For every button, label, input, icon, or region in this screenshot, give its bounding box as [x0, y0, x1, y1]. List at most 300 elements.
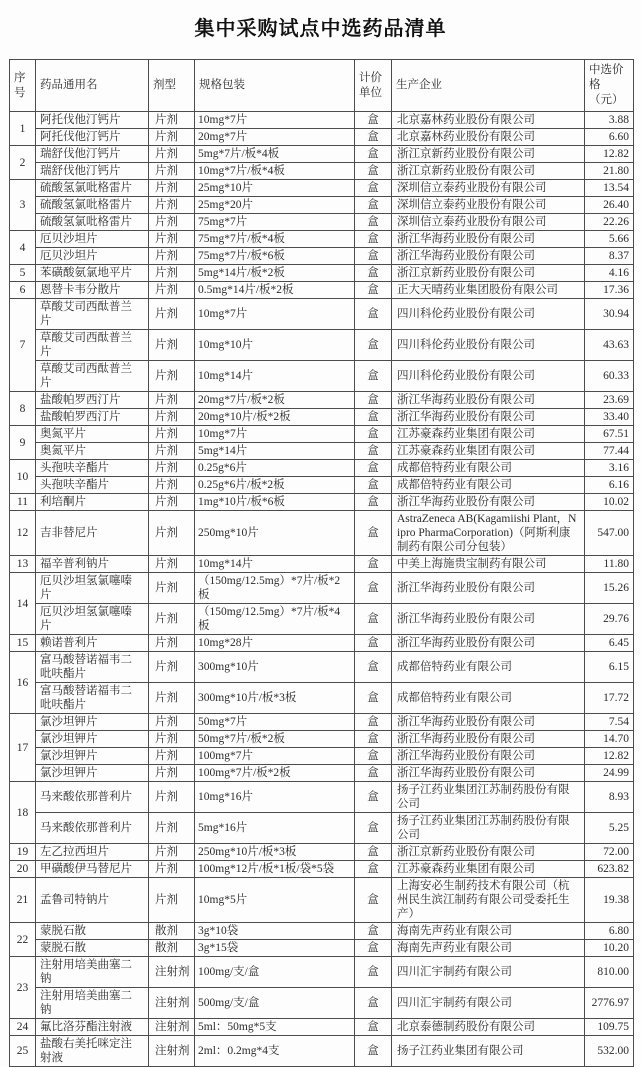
spec-cell: 5mg*14片: [195, 443, 355, 460]
price-cell: 19.38: [585, 878, 634, 923]
manufacturer-cell: 浙江京新药业股份有限公司: [392, 844, 585, 861]
dosage-form-cell: 片剂: [149, 460, 195, 477]
row-number-cell: 16: [10, 652, 36, 714]
price-cell: 10.02: [585, 494, 634, 511]
table-row: [10, 146, 634, 163]
unit-cell: 盒: [355, 635, 392, 652]
drug-name-cell: 头孢呋辛酯片: [36, 460, 149, 477]
unit-cell: 盒: [355, 878, 392, 923]
manufacturer-cell: 浙江华海药业股份有限公司: [392, 494, 585, 511]
price-cell: 15.26: [585, 573, 634, 604]
spec-cell: 5ml：50mg*5支: [195, 1019, 355, 1036]
manufacturer-cell: 北京泰德制药股份有限公司: [392, 1019, 585, 1036]
drug-name-cell: 左乙拉西坦片: [36, 844, 149, 861]
table-row: [10, 844, 634, 861]
table-row: [10, 556, 634, 573]
drug-list-table: [9, 59, 634, 1067]
row-number-cell: 19: [10, 844, 36, 861]
manufacturer-cell: 浙江华海药业股份有限公司: [392, 248, 585, 265]
unit-cell: 盒: [355, 782, 392, 813]
drug-name-cell: 盐酸帕罗西汀片: [36, 392, 149, 409]
dosage-form-cell: 片剂: [149, 163, 195, 180]
manufacturer-cell: 四川科伦药业股份有限公司: [392, 299, 585, 330]
price-cell: 623.82: [585, 861, 634, 878]
row-number-cell: 12: [10, 511, 36, 556]
table-row: [10, 163, 634, 180]
spec-cell: 0.5mg*14片/板*2板: [195, 282, 355, 299]
table-row: [10, 635, 634, 652]
unit-cell: 盒: [355, 146, 392, 163]
drug-name-cell: 吉非替尼片: [36, 511, 149, 556]
dosage-form-cell: 片剂: [149, 214, 195, 231]
spec-cell: 100mg/支/盒: [195, 957, 355, 988]
row-number-cell: 8: [10, 392, 36, 426]
drug-name-cell: 注射用培美曲塞二钠: [36, 988, 149, 1019]
drug-name-cell: 厄贝沙坦氢氯噻嗪片: [36, 604, 149, 635]
unit-cell: 盒: [355, 813, 392, 844]
col-header-name: 药品通用名: [36, 60, 149, 112]
table-row: [10, 112, 634, 129]
dosage-form-cell: 片剂: [149, 146, 195, 163]
price-cell: 14.70: [585, 731, 634, 748]
price-cell: 5.25: [585, 813, 634, 844]
table-row: [10, 782, 634, 813]
manufacturer-cell: 浙江华海药业股份有限公司: [392, 765, 585, 782]
manufacturer-cell: 浙江华海药业股份有限公司: [392, 573, 585, 604]
spec-cell: 50mg*7片/板*2板: [195, 731, 355, 748]
manufacturer-cell: 成都倍特药业有限公司: [392, 683, 585, 714]
manufacturer-cell: 海南先声药业有限公司: [392, 923, 585, 940]
manufacturer-cell: 四川科伦药业股份有限公司: [392, 361, 585, 392]
drug-name-cell: 阿托伐他汀钙片: [36, 112, 149, 129]
manufacturer-cell: 四川汇宇制药有限公司: [392, 988, 585, 1019]
dosage-form-cell: 注射剂: [149, 1036, 195, 1067]
table-row: [10, 248, 634, 265]
manufacturer-cell: 深圳信立泰药业股份有限公司: [392, 214, 585, 231]
manufacturer-cell: 浙江京新药业股份有限公司: [392, 163, 585, 180]
manufacturer-cell: 北京嘉林药业股份有限公司: [392, 129, 585, 146]
manufacturer-cell: 江苏豪森药业集团有限公司: [392, 861, 585, 878]
unit-cell: 盒: [355, 940, 392, 957]
unit-cell: 盒: [355, 556, 392, 573]
price-cell: 8.93: [585, 782, 634, 813]
unit-cell: 盒: [355, 460, 392, 477]
price-cell: 22.26: [585, 214, 634, 231]
price-cell: 24.99: [585, 765, 634, 782]
spec-cell: 10mg*7片: [195, 426, 355, 443]
table-row: [10, 652, 634, 683]
drug-name-cell: 阿托伐他汀钙片: [36, 129, 149, 146]
spec-cell: 5mg*14片/板*2板: [195, 265, 355, 282]
manufacturer-cell: 北京嘉林药业股份有限公司: [392, 112, 585, 129]
row-number-cell: 15: [10, 635, 36, 652]
drug-name-cell: 注射用培美曲塞二钠: [36, 957, 149, 988]
unit-cell: 盒: [355, 231, 392, 248]
manufacturer-cell: 海南先声药业有限公司: [392, 940, 585, 957]
table-row: [10, 361, 634, 392]
dosage-form-cell: 片剂: [149, 765, 195, 782]
dosage-form-cell: 片剂: [149, 635, 195, 652]
drug-name-cell: 马来酸依那普利片: [36, 813, 149, 844]
table-row: [10, 443, 634, 460]
unit-cell: 盒: [355, 765, 392, 782]
spec-cell: 75mg*7片/板*6板: [195, 248, 355, 265]
manufacturer-cell: 扬子江药业集团江苏制药股份有限公司: [392, 782, 585, 813]
spec-cell: 10mg*28片: [195, 635, 355, 652]
col-header-no: 序号: [10, 60, 36, 112]
manufacturer-cell: 四川汇宇制药有限公司: [392, 957, 585, 988]
drug-name-cell: 氯沙坦钾片: [36, 731, 149, 748]
drug-name-cell: 奥氮平片: [36, 443, 149, 460]
drug-name-cell: 头孢呋辛酯片: [36, 477, 149, 494]
table-row: [10, 1036, 634, 1067]
spec-cell: 10mg*5片: [195, 878, 355, 923]
header-row: [10, 60, 634, 112]
drug-name-cell: 厄贝沙坦氢氯噻嗪片: [36, 573, 149, 604]
spec-cell: 10mg*7片: [195, 299, 355, 330]
table-row: [10, 1019, 634, 1036]
spec-cell: 250mg*10片/板*3板: [195, 844, 355, 861]
drug-name-cell: 奥氮平片: [36, 426, 149, 443]
dosage-form-cell: 注射剂: [149, 988, 195, 1019]
table-row: [10, 988, 634, 1019]
unit-cell: 盒: [355, 361, 392, 392]
manufacturer-cell: 浙江华海药业股份有限公司: [392, 231, 585, 248]
unit-cell: 盒: [355, 443, 392, 460]
dosage-form-cell: 片剂: [149, 361, 195, 392]
spec-cell: 25mg*10片: [195, 180, 355, 197]
spec-cell: 1mg*10片/板*6板: [195, 494, 355, 511]
spec-cell: 500mg/支/盒: [195, 988, 355, 1019]
drug-name-cell: 氯沙坦钾片: [36, 765, 149, 782]
unit-cell: 盒: [355, 988, 392, 1019]
manufacturer-cell: 江苏豪森药业集团有限公司: [392, 443, 585, 460]
unit-cell: 盒: [355, 392, 392, 409]
table-row: [10, 460, 634, 477]
manufacturer-cell: 浙江华海药业股份有限公司: [392, 392, 585, 409]
manufacturer-cell: 成都倍特药业有限公司: [392, 477, 585, 494]
table-row: [10, 748, 634, 765]
dosage-form-cell: 片剂: [149, 731, 195, 748]
row-number-cell: 13: [10, 556, 36, 573]
table-body: [10, 112, 634, 1067]
table-row: [10, 129, 634, 146]
spec-cell: 10mg*16片: [195, 782, 355, 813]
drug-name-cell: 利培酮片: [36, 494, 149, 511]
price-cell: 12.82: [585, 146, 634, 163]
row-number-cell: 14: [10, 573, 36, 635]
drug-name-cell: 硫酸氢氯吡格雷片: [36, 197, 149, 214]
row-number-cell: 7: [10, 299, 36, 392]
price-cell: 33.40: [585, 409, 634, 426]
unit-cell: 盒: [355, 477, 392, 494]
spec-cell: 250mg*10片: [195, 511, 355, 556]
drug-name-cell: 硫酸氢氯吡格雷片: [36, 180, 149, 197]
table-row: [10, 409, 634, 426]
spec-cell: 100mg*7片/板*2板: [195, 765, 355, 782]
table-row: [10, 940, 634, 957]
drug-name-cell: 甲磺酸伊马替尼片: [36, 861, 149, 878]
dosage-form-cell: 片剂: [149, 409, 195, 426]
row-number-cell: 9: [10, 426, 36, 460]
table-row: [10, 861, 634, 878]
price-cell: 6.60: [585, 129, 634, 146]
col-header-unit: 计价单位: [355, 60, 392, 112]
table-row: [10, 731, 634, 748]
spec-cell: 10mg*7片/板*4板: [195, 163, 355, 180]
spec-cell: 20mg*7片: [195, 129, 355, 146]
table-row: [10, 282, 634, 299]
price-cell: 23.69: [585, 392, 634, 409]
unit-cell: 盒: [355, 652, 392, 683]
table-row: [10, 765, 634, 782]
dosage-form-cell: 片剂: [149, 748, 195, 765]
table-row: [10, 180, 634, 197]
dosage-form-cell: 片剂: [149, 652, 195, 683]
manufacturer-cell: 浙江华海药业股份有限公司: [392, 409, 585, 426]
drug-name-cell: 富马酸替诺福韦二吡呋酯片: [36, 652, 149, 683]
spec-cell: 5mg*7片/板*4板: [195, 146, 355, 163]
dosage-form-cell: 片剂: [149, 813, 195, 844]
price-cell: 7.54: [585, 714, 634, 731]
spec-cell: 75mg*7片: [195, 214, 355, 231]
row-number-cell: 3: [10, 180, 36, 231]
unit-cell: 盒: [355, 494, 392, 511]
dosage-form-cell: 片剂: [149, 248, 195, 265]
spec-cell: 0.25g*6片: [195, 460, 355, 477]
price-cell: 13.54: [585, 180, 634, 197]
spec-cell: 300mg*10片/板*3板: [195, 683, 355, 714]
unit-cell: 盒: [355, 957, 392, 988]
unit-cell: 盒: [355, 282, 392, 299]
table-row: [10, 604, 634, 635]
spec-cell: 10mg*10片: [195, 330, 355, 361]
drug-name-cell: 蒙脱石散: [36, 923, 149, 940]
spec-cell: 10mg*7片: [195, 112, 355, 129]
row-number-cell: 10: [10, 460, 36, 494]
table-row: [10, 957, 634, 988]
dosage-form-cell: 片剂: [149, 426, 195, 443]
dosage-form-cell: 片剂: [149, 782, 195, 813]
dosage-form-cell: 片剂: [149, 265, 195, 282]
dosage-form-cell: 片剂: [149, 604, 195, 635]
dosage-form-cell: 片剂: [149, 861, 195, 878]
price-cell: 8.37: [585, 248, 634, 265]
price-cell: 2776.97: [585, 988, 634, 1019]
drug-name-cell: 蒙脱石散: [36, 940, 149, 957]
spec-cell: 3g*10袋: [195, 923, 355, 940]
price-cell: 77.44: [585, 443, 634, 460]
dosage-form-cell: 片剂: [149, 683, 195, 714]
dosage-form-cell: 注射剂: [149, 957, 195, 988]
price-cell: 17.72: [585, 683, 634, 714]
row-number-cell: 2: [10, 146, 36, 180]
table-row: [10, 573, 634, 604]
price-cell: 6.15: [585, 652, 634, 683]
table-row: [10, 265, 634, 282]
table-row: [10, 477, 634, 494]
price-cell: 11.80: [585, 556, 634, 573]
row-number-cell: 24: [10, 1019, 36, 1036]
dosage-form-cell: 片剂: [149, 392, 195, 409]
dosage-form-cell: 片剂: [149, 511, 195, 556]
dosage-form-cell: 片剂: [149, 477, 195, 494]
table-row: [10, 330, 634, 361]
col-header-form: 剂型: [149, 60, 195, 112]
row-number-cell: 22: [10, 923, 36, 957]
unit-cell: 盒: [355, 923, 392, 940]
price-cell: 3.88: [585, 112, 634, 129]
unit-cell: 盒: [355, 748, 392, 765]
drug-name-cell: 厄贝沙坦片: [36, 231, 149, 248]
spec-cell: 2ml：0.2mg*4支: [195, 1036, 355, 1067]
drug-name-cell: 瑞舒伐他汀钙片: [36, 163, 149, 180]
table-row: [10, 813, 634, 844]
price-cell: 6.45: [585, 635, 634, 652]
manufacturer-cell: 浙江京新药业股份有限公司: [392, 265, 585, 282]
unit-cell: 盒: [355, 731, 392, 748]
col-header-price: 中选价格（元）: [585, 60, 634, 112]
drug-name-cell: 马来酸依那普利片: [36, 782, 149, 813]
spec-cell: 20mg*10片/板*2板: [195, 409, 355, 426]
manufacturer-cell: AstraZeneca AB(Kagamiishi Plant，Nipro PharmaCorporation)（阿斯利康制药有限公司分包装）: [392, 511, 585, 556]
unit-cell: 盒: [355, 426, 392, 443]
spec-cell: 25mg*20片: [195, 197, 355, 214]
dosage-form-cell: 片剂: [149, 299, 195, 330]
manufacturer-cell: 上海安必生制药技术有限公司（杭州民生滨江制药有限公司受委托生产）: [392, 878, 585, 923]
dosage-form-cell: 片剂: [149, 282, 195, 299]
row-number-cell: 21: [10, 878, 36, 923]
price-cell: 532.00: [585, 1036, 634, 1067]
dosage-form-cell: 片剂: [149, 714, 195, 731]
manufacturer-cell: 扬子江药业集团江苏制药股份有限公司: [392, 813, 585, 844]
price-cell: 10.20: [585, 940, 634, 957]
price-cell: 12.82: [585, 748, 634, 765]
unit-cell: 盒: [355, 409, 392, 426]
unit-cell: 盒: [355, 683, 392, 714]
dosage-form-cell: 片剂: [149, 231, 195, 248]
unit-cell: 盒: [355, 714, 392, 731]
price-cell: 810.00: [585, 957, 634, 988]
manufacturer-cell: 中美上海施贵宝制药有限公司: [392, 556, 585, 573]
row-number-cell: 20: [10, 861, 36, 878]
dosage-form-cell: 片剂: [149, 494, 195, 511]
drug-name-cell: 氯沙坦钾片: [36, 714, 149, 731]
row-number-cell: 6: [10, 282, 36, 299]
dosage-form-cell: 片剂: [149, 129, 195, 146]
table-row: [10, 714, 634, 731]
drug-name-cell: 盐酸帕罗西汀片: [36, 409, 149, 426]
table-row: [10, 878, 634, 923]
price-cell: 5.66: [585, 231, 634, 248]
row-number-cell: 4: [10, 231, 36, 265]
price-cell: 30.94: [585, 299, 634, 330]
price-cell: 4.16: [585, 265, 634, 282]
unit-cell: 盒: [355, 197, 392, 214]
drug-name-cell: 瑞舒伐他汀钙片: [36, 146, 149, 163]
price-cell: 3.16: [585, 460, 634, 477]
row-number-cell: 18: [10, 782, 36, 844]
price-cell: 17.36: [585, 282, 634, 299]
row-number-cell: 5: [10, 265, 36, 282]
drug-name-cell: 厄贝沙坦片: [36, 248, 149, 265]
dosage-form-cell: 片剂: [149, 878, 195, 923]
unit-cell: 盒: [355, 1036, 392, 1067]
spec-cell: 50mg*7片: [195, 714, 355, 731]
manufacturer-cell: 浙江京新药业股份有限公司: [392, 146, 585, 163]
drug-name-cell: 福辛普利钠片: [36, 556, 149, 573]
unit-cell: 盒: [355, 573, 392, 604]
table-row: [10, 426, 634, 443]
price-cell: 6.16: [585, 477, 634, 494]
dosage-form-cell: 片剂: [149, 573, 195, 604]
dosage-form-cell: 片剂: [149, 844, 195, 861]
price-cell: 43.63: [585, 330, 634, 361]
table-row: [10, 214, 634, 231]
unit-cell: 盒: [355, 511, 392, 556]
dosage-form-cell: 散剂: [149, 940, 195, 957]
dosage-form-cell: 散剂: [149, 923, 195, 940]
row-number-cell: 25: [10, 1036, 36, 1067]
drug-name-cell: 草酸艾司西酞普兰片: [36, 361, 149, 392]
table-row: [10, 392, 634, 409]
price-cell: 6.80: [585, 923, 634, 940]
row-number-cell: 1: [10, 112, 36, 146]
drug-name-cell: 赖诺普利片: [36, 635, 149, 652]
drug-name-cell: 氯沙坦钾片: [36, 748, 149, 765]
price-cell: 29.76: [585, 604, 634, 635]
price-cell: 72.00: [585, 844, 634, 861]
unit-cell: 盒: [355, 163, 392, 180]
price-cell: 547.00: [585, 511, 634, 556]
manufacturer-cell: 浙江华海药业股份有限公司: [392, 714, 585, 731]
manufacturer-cell: 四川科伦药业股份有限公司: [392, 330, 585, 361]
manufacturer-cell: 浙江华海药业股份有限公司: [392, 748, 585, 765]
dosage-form-cell: 注射剂: [149, 1019, 195, 1036]
drug-name-cell: 硫酸氢氯吡格雷片: [36, 214, 149, 231]
dosage-form-cell: 片剂: [149, 330, 195, 361]
spec-cell: 5mg*16片: [195, 813, 355, 844]
unit-cell: 盒: [355, 604, 392, 635]
unit-cell: 盒: [355, 861, 392, 878]
spec-cell: 0.25g*6片/板*2板: [195, 477, 355, 494]
spec-cell: （150mg/12.5mg）*7片/板*4板: [195, 604, 355, 635]
unit-cell: 盒: [355, 265, 392, 282]
spec-cell: 100mg*7片: [195, 748, 355, 765]
spec-cell: 10mg*14片: [195, 361, 355, 392]
row-number-cell: 17: [10, 714, 36, 782]
unit-cell: 盒: [355, 180, 392, 197]
unit-cell: 盒: [355, 844, 392, 861]
spec-cell: 75mg*7片/板*4板: [195, 231, 355, 248]
dosage-form-cell: 片剂: [149, 556, 195, 573]
unit-cell: 盒: [355, 248, 392, 265]
dosage-form-cell: 片剂: [149, 443, 195, 460]
manufacturer-cell: 江苏豪森药业集团有限公司: [392, 426, 585, 443]
manufacturer-cell: 深圳信立泰药业股份有限公司: [392, 180, 585, 197]
spec-cell: 300mg*10片: [195, 652, 355, 683]
price-cell: 26.40: [585, 197, 634, 214]
drug-name-cell: 草酸艾司西酞普兰片: [36, 330, 149, 361]
col-header-maker: 生产企业: [392, 60, 585, 112]
row-number-cell: 23: [10, 957, 36, 1019]
drug-name-cell: 富马酸替诺福韦二吡呋酯片: [36, 683, 149, 714]
page-title: 集中采购试点中选药品清单: [194, 18, 447, 40]
manufacturer-cell: 浙江华海药业股份有限公司: [392, 731, 585, 748]
manufacturer-cell: 浙江华海药业股份有限公司: [392, 604, 585, 635]
drug-name-cell: 孟鲁司特钠片: [36, 878, 149, 923]
drug-name-cell: 苯磺酸氨氯地平片: [36, 265, 149, 282]
